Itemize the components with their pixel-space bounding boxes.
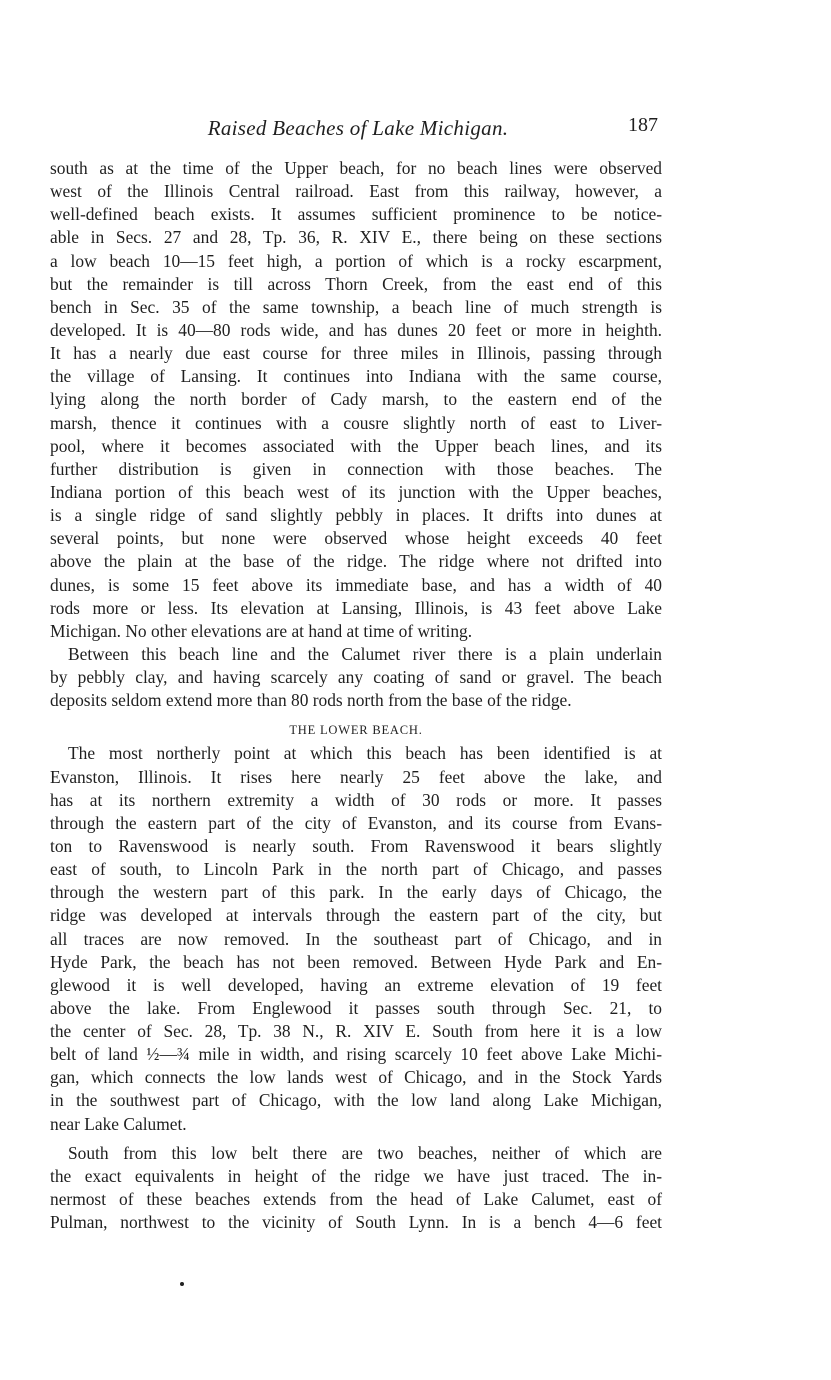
text-line: several points, but none were observed whose height exceeds 40 feet (50, 528, 662, 549)
text-line: Hyde Park, the beach has not been removed. Between Hyde Park and En- (50, 951, 662, 972)
text-line: rods more or less. Its elevation at Lansing, Illinois, is 43 feet above Lake (50, 597, 662, 618)
text-line: but the remainder is till across Thorn Creek, from the east end of this (50, 273, 662, 294)
text-line: by pebbly clay, and having scarcely any coating of sand or gravel. The beach (50, 667, 662, 688)
text-line: deposits seldom extend more than 80 rods north from the base of the ridge. (50, 690, 572, 711)
text-line: ton to Ravenswood is nearly south. From Ravenswood it bears slightly (50, 835, 662, 856)
text-line: pool, where it becomes associated with the Upper beach lines, and its (50, 435, 662, 456)
page-number: 187 (628, 114, 658, 136)
text-line: above the plain at the base of the ridge. The ridge where not drifted into (50, 551, 662, 572)
text-line: gan, which connects the low lands west of Chicago, and in the Stock Yards (50, 1067, 662, 1088)
text-line: belt of land ½—¾ mile in width, and rising scarcely 10 feet above Lake Michi- (50, 1044, 662, 1065)
text-line: further distribution is given in connection with those beaches. The (50, 458, 662, 479)
text-line: south as at the time of the Upper beach, for no beach lines were observed (50, 158, 662, 178)
text-line: well-defined beach exists. It assumes sufficient prominence to be notice- (50, 204, 662, 225)
text-line: developed. It is 40—80 rods wide, and has dunes 20 feet or more in heighth. (50, 319, 662, 340)
running-title: Raised Beaches of Lake Michigan. (207, 116, 509, 140)
paragraph-2 (50, 643, 662, 712)
text-line: west of the Illinois Central railroad. East from this railway, however, a (50, 181, 662, 202)
text-line: east of south, to Lincoln Park in the north part of Chicago, and passes (50, 859, 662, 880)
text-line: South from this low belt there are two beaches, neither of which are (68, 1142, 662, 1163)
text-line: able in Secs. 27 and 28, Tp. 36, R. XIV E., there being on these sections (50, 227, 662, 248)
text-line: all traces are now removed. In the southeast part of Chicago, and in (50, 928, 662, 949)
text-line: the exact equivalents in height of the ridge we have just traced. The in- (50, 1165, 662, 1186)
text-line: glewood it is well developed, having an extreme elevation of 19 feet (50, 974, 662, 995)
text-line: Pulman, northwest to the vicinity of South Lynn. In is a bench 4—6 feet (50, 1212, 662, 1233)
text-line: dunes, is some 15 feet above its immediate base, and has a width of 40 (50, 574, 662, 595)
text-line: bench in Sec. 35 of the same township, a beach line of much strength is (50, 296, 662, 317)
text-line: Michigan. No other elevations are at hand at time of writing. (50, 620, 473, 641)
text-line: through the eastern part of the city of Evanston, and its course from Evans- (50, 812, 662, 833)
text-line: lying along the north border of Cady marsh, to the eastern end of the (50, 389, 662, 410)
text-line: is a single ridge of sand slightly pebbly in places. It drifts into dunes at (50, 505, 662, 526)
body-text (50, 157, 662, 1234)
text-line: above the lake. From Englewood it passes south through Sec. 21, to (50, 997, 662, 1018)
text-line: marsh, thence it continues with a cousre slightly north of east to Liver- (50, 412, 662, 433)
text-line: a low beach 10—15 feet high, a portion of which is a rocky escarpment, (50, 250, 662, 271)
ink-speck (180, 1282, 184, 1286)
text-line: It has a nearly due east course for three miles in Illinois, passing through (50, 343, 662, 364)
text-line: the center of Sec. 28, Tp. 38 N., R. XIV E. South from here it is a low (50, 1021, 662, 1042)
text-line: ridge was developed at intervals through the eastern part of the city, but (50, 905, 662, 926)
text-line: in the southwest part of Chicago, with the low land along Lake Michigan, (50, 1090, 662, 1111)
paragraph-1 (50, 157, 662, 643)
text-line: has at its northern extremity a width of 30 rods or more. It passes (50, 789, 662, 810)
text-line: Indiana portion of this beach west of its junction with the Upper beaches, (50, 481, 662, 502)
text-line: Between this beach line and the Calumet river there is a plain underlain (68, 643, 662, 664)
section-heading: THE LOWER BEACH. (289, 723, 423, 738)
running-head (48, 116, 668, 144)
text-line: nermost of these beaches extends from the head of Lake Calumet, east of (50, 1189, 662, 1210)
text-line: near Lake Calumet. (50, 1113, 187, 1134)
text-line: The most northerly point at which this beach has been identified is at (68, 743, 662, 764)
text-line: through the western part of this park. In the early days of Chicago, the (50, 882, 662, 903)
text-line: the village of Lansing. It continues into Indiana with the same course, (50, 366, 662, 387)
paragraph-4 (50, 1142, 662, 1235)
text-line: Evanston, Illinois. It rises here nearly 25 feet above the lake, and (50, 766, 662, 787)
paragraph-3 (50, 742, 662, 1135)
